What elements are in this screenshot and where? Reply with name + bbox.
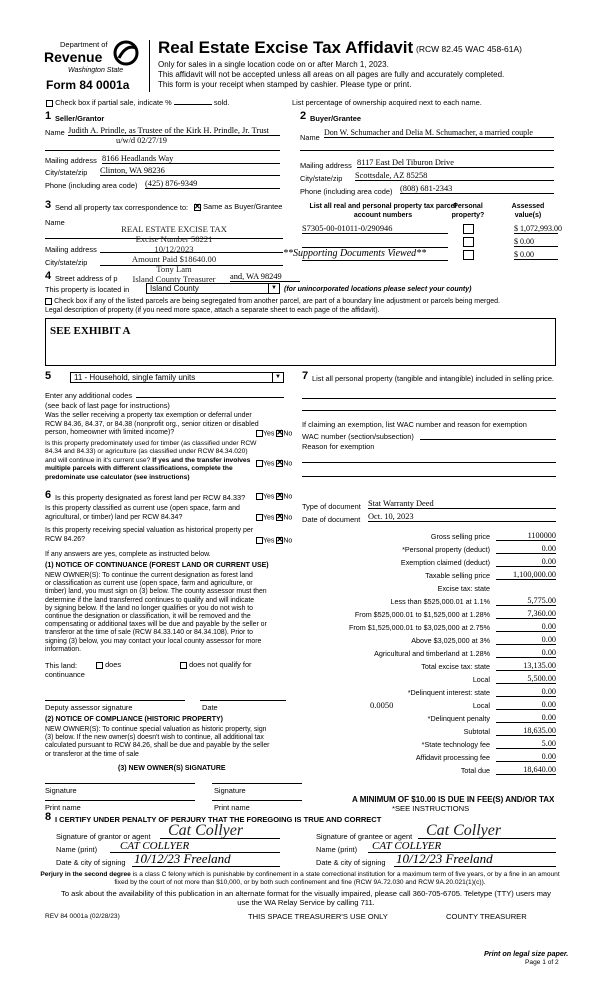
sec5-q1-answers [256,430,292,437]
calc-label: *State technology fee [421,740,490,749]
calc-row [300,686,556,699]
codes-label: Enter any additional codes [45,391,133,400]
parcel-field-2[interactable] [302,247,448,248]
sec3-text: Send all property tax correspondence to: [55,203,189,212]
calc-label: *Delinquent interest: state [407,688,490,697]
continuance-label: continuance [45,670,85,679]
calc-label: Affidavit processing fee [415,753,490,762]
calc-label: Subtotal [463,727,490,736]
personal-col-header: Personal property? [451,203,485,219]
logo-dept: Department of [60,40,108,49]
calc-row [300,660,556,673]
land-label: This land: [45,661,78,670]
sec6-q1-answers [256,493,292,500]
q1-no-label: No [283,430,293,438]
calc-row [300,582,556,595]
reason-label: Reason for exemption [302,442,375,451]
calc-row [300,634,556,647]
local-rate: 0.0050 [370,700,394,710]
accessibility-note: To ask about the availability of this publication in an alternate format for the visually impaired, please call 360-705-6705. Teletype (TTY) users may use the WA Relay Service by calling 711. [61,889,551,907]
sec5-num: 5 [45,370,52,382]
form-rcw: (RCW 82.45 WAC 458-61A) [416,44,522,54]
does-label: does [105,660,122,669]
calc-row [300,556,556,569]
header-line1: Only for sales in a single location code on or after March 1, 2023. [158,60,389,69]
seller-title: Seller/Grantor [55,114,105,123]
grantee-sig-label: Signature of grantee or agent [316,832,413,841]
seller-city-field[interactable]: Clinton, WA 98236 [100,166,280,176]
docdate-field[interactable]: Oct. 10, 2023 [368,512,556,522]
page-number: Page 1 of 2 [525,959,559,966]
n1f: continue the designation or classification, it will be removed and the [45,613,251,621]
sec5-q2a: Is this property predominately used for timber (as classified under RCW 84.34 and 84.33) or agriculture (as classified under RCW 84.34.020) and will continue in it's current use? [45,440,257,464]
calc-label: *Personal property (deduct) [402,545,490,554]
q2-no-checkbox[interactable] [276,460,283,467]
owner-print-label-2: Print name [214,803,250,812]
calc-label: Less than $525,000.01 at 1.1% [390,597,490,606]
calc-value[interactable]: 7,360.00 [496,609,556,619]
n1g: compensating or additional taxes will be due and payable by the seller or [45,621,267,629]
sec6-ifany: If any answers are yes, complete as instructed below. [45,551,211,558]
assessed-value-2[interactable]: $ 0.00 [514,237,558,247]
calc-row [300,647,556,660]
sec3-city-label: City/state/zip [45,258,88,267]
sec3-mail-label: Mailing address [45,245,97,254]
chevron-down-icon: ▼ [268,284,279,293]
s6q2-no: No [283,514,293,522]
s6q3-yes-checkbox[interactable] [256,537,263,544]
sec5-q2-answers [256,460,292,467]
supporting-docs-stamp: **Supporting Documents Viewed** [283,248,427,259]
seller-phone-label: Phone (including area code) [45,181,138,190]
grantee-date-label: Date & city of signing [316,858,386,867]
calc-label: From $525,000.01 to $1,525,000 at 1.28% [354,610,490,619]
seller-name-label: Name [45,128,65,137]
sec5-q2 [45,440,259,482]
n1i: signing (3) below, you may contact your local county assessor for more [45,637,262,645]
sec3-same-row [194,202,282,211]
form-title: Real Estate Excise Tax Affidavit [158,38,414,57]
q2-yes-checkbox[interactable] [256,460,263,467]
calc-row [300,751,556,764]
grantee-name-value: CAT COLLYER [372,840,442,852]
grantor-signature: Cat Collyer [168,822,244,839]
grantor-sig-label: Signature of grantor or agent [56,832,151,841]
legal-label: Legal description of property (if you need more space, attach a separate sheet to each page of the affidavit). [45,307,380,314]
buyer-name-label: Name [300,133,320,142]
calc-value[interactable]: 5.00 [496,739,556,749]
grantor-name-label: Name (print) [56,845,98,854]
land-use-value: 11 - Household, single family units [74,373,196,382]
land-use-select[interactable] [70,372,284,383]
calc-row [300,738,556,751]
reason-line-1[interactable] [302,462,556,463]
owner-sig-label-1: Signature [45,786,77,795]
personal-line-1[interactable] [302,398,556,399]
calc-row [300,764,556,777]
segregated-row [45,296,500,305]
legal-description-box[interactable] [45,318,556,366]
calc-label: Total excise tax: state [421,662,490,671]
logo-state: Washington State [68,67,124,74]
s6q1-no: No [283,493,293,501]
street-label: Street address of p [55,274,118,283]
s6q2-yes: Yes [263,514,275,522]
partial-sale-checkbox[interactable] [46,100,53,107]
buyer-phone-label: Phone (including area code) [300,187,393,196]
partial-sale-row [46,98,229,107]
sec8-text: I CERTIFY UNDER PENALTY OF PERJURY THAT THE FOREGOING IS TRUE AND CORRECT [55,815,382,824]
sec7-num: 7 [302,370,309,382]
header-line3: This form is your receipt when stamped by cashier. Please type or print. [158,80,412,89]
calc-value[interactable]: 0.00 [496,557,556,567]
s6q3-yes: Yes [263,537,275,545]
q1-yes-label: Yes [263,430,275,438]
stamp-l4: Amount Paid $18640.00 [131,254,217,264]
grantee-date-value: 10/12/23 Freeland [396,851,493,866]
owner-sig-line-1[interactable] [45,783,195,784]
n1j: information. [45,645,82,653]
n2b: (3) below. If the new owner(s) doesn't wish to continue, all additional tax [45,734,264,742]
deputy-date-line[interactable] [200,700,286,701]
owner-sig-label-2: Signature [214,786,246,795]
stamp-l5: Tony Lam [156,264,192,274]
calc-value[interactable]: 1100000 [496,531,556,541]
personal-checkbox-2[interactable] [463,237,474,247]
n2d: or transferor at the time of sale [45,750,139,758]
n1e: by signing below. If the land no longer qualifies or you do not wish to [45,604,254,612]
q1-no-checkbox[interactable] [276,430,283,437]
deputy-sig-line[interactable] [45,700,185,701]
wac-label: WAC number (section/subsection) [302,432,414,441]
calc-value[interactable]: 0.00 [496,713,556,723]
stamp-l2: Excise Number 58221 [135,234,213,244]
sec7-text: List all personal property (tangible and intangible) included in selling price. [312,374,554,383]
personal-checkbox-1[interactable] [463,224,474,234]
calc-value[interactable]: 5,500.00 [496,674,556,684]
seller-name-field[interactable]: Judith A. Prindle, as Trustee of the Kirk H. Prindle, Jr. Trust [68,126,280,136]
treasurer-stamp [104,224,244,284]
s6q3-no: No [283,537,293,545]
same-as-buyer-label: Same as Buyer/Grantee [203,202,283,211]
assessed-value-1[interactable]: $ 1,072,993.00 [514,224,562,233]
doesnot-row [180,660,252,669]
n1d: determine if the land transferred continues to qualify and will indicate [45,596,255,604]
parcel-field-3[interactable] [302,260,448,261]
rev-number: REV 84 0001a (02/28/23) [45,913,120,920]
buyer-phone-field[interactable]: (808) 681-2343 [400,184,554,194]
sec8-num: 8 [45,811,52,823]
sec3-num: 3 [45,199,52,211]
calc-row [300,595,556,608]
parcel-col-header: List all real and personal property tax parcel account numbers [309,203,457,219]
calc-label: Excise tax: state [437,584,490,593]
partial-sale-label: Check box if partial sale, indicate % [55,98,172,107]
buyer-title: Buyer/Grantee [310,114,361,123]
exempt-label: If claiming an exemption, list WAC number and reason for exemption [302,420,527,429]
owner-sig-line-2[interactable] [212,783,302,784]
q1-yes-checkbox[interactable] [256,430,263,437]
buyer-mail-field[interactable]: 8117 East Del Tiburon Drive [357,158,554,168]
calc-label: Gross selling price [430,532,490,541]
n1a: NEW OWNER(S): To continue the current designation as forest land [45,572,253,579]
seller-city-label: City/state/zip [45,168,88,177]
calc-value[interactable]: 0.00 [496,635,556,645]
grantee-signature: Cat Collyer [426,822,502,839]
calc-row [300,673,556,686]
deputy-date-label: Date [202,703,218,712]
does-row [96,660,121,669]
s6q1-no-checkbox[interactable] [276,493,283,500]
sec6-q1: Is this property designated as forest land per RCW 84.33? [55,493,246,502]
s6q2-no-checkbox[interactable] [276,514,283,521]
treasurer-only: THIS SPACE TREASURER'S USE ONLY [248,912,388,921]
calc-label: *Delinquent penalty [427,714,490,723]
reason-line-2[interactable] [302,476,556,477]
calc-value[interactable]: 0.00 [496,687,556,697]
logo-swirl-icon [110,40,142,66]
parcel-field-1[interactable]: S7305-00-01011-0/290946 [302,224,448,234]
n1b: or classification as current use (open space, farm and agriculture, or [45,580,253,588]
segregated-checkbox[interactable] [45,298,52,305]
calc-row [300,621,556,634]
sec6-q3-answers [256,537,292,544]
street-field-rest[interactable]: and, WA 98249 [230,272,300,282]
calc-value[interactable]: 1,100,000.00 [496,570,556,580]
grantor-date-label: Date & city of signing [56,858,126,867]
notice1-body [45,572,267,654]
sec5-q2b: If yes and the transfer involves multiple parcels with different classifications, complete the predominate use calculator (see instructions) [45,456,251,481]
calc-row [300,530,556,543]
perjury-bold: Perjury in the second degree [40,871,131,878]
perjury-note [36,871,564,887]
docdate-label: Date of document [302,515,361,524]
header-divider [149,40,150,92]
n2c: calculated pursuant to RCW 84.26, shall be due and payable by the seller [45,742,270,750]
grantee-name-label: Name (print) [316,845,358,854]
codes-help: (see back of last page for instructions) [45,401,170,410]
calc-value[interactable]: 5,775.00 [496,596,556,606]
assessed-col-header: Assessed value(s) [511,203,545,219]
s6q1-yes-checkbox[interactable] [256,493,263,500]
partial-sold: sold. [213,98,230,107]
notice2-body [45,726,269,759]
form-number: Form 84 0001a [46,78,130,92]
calc-value[interactable]: 0.00 [496,700,556,710]
calc-label: From $1,525,000.01 to $3,025,000 at 2.75% [348,623,490,632]
seller-mail-field[interactable]: 8166 Headlands Way [102,154,280,164]
does-checkbox[interactable] [96,662,103,669]
notice2-title: (2) NOTICE OF COMPLIANCE (HISTORIC PROPERTY) [45,716,223,723]
sec5-q1: Was the seller receiving a property tax exemption or deferral under RCW 84.36, 84.37, or 84.38 (nonprofit org., senior citizen or disabled person, homeowner with limited income)? [45,412,259,437]
calc-row [300,608,556,621]
sec6-num: 6 [45,489,52,501]
calc-label: Exemption claimed (deduct) [400,558,490,567]
stamp-l6: Island County Treasurer [132,274,216,284]
wac-field[interactable] [420,439,556,440]
owner-print-line-1[interactable] [45,800,195,801]
chevron-down-icon: ▼ [272,373,283,382]
q2-yes-label: Yes [263,460,275,468]
calc-value[interactable]: 0.00 [496,544,556,554]
county-select[interactable] [146,283,280,294]
legal-size-note: Print on legal size paper. [484,949,569,958]
calc-row [300,699,556,712]
doesnot-label: does not qualify for [189,660,252,669]
owner-print-label-1: Print name [45,803,81,812]
n2a: NEW OWNER(S): To continue special valuation as historic property, sign [45,726,267,733]
county-treasurer: COUNTY TREASURER [446,912,527,921]
calc-row [300,725,556,738]
sec6-q2-answers [256,514,292,521]
assessed-value-3[interactable]: $ 0.00 [514,250,558,260]
buyer-city-label: City/state/zip [300,174,343,183]
calc-label: Local [472,675,490,684]
grantor-name-value: CAT COLLYER [120,840,190,852]
doctype-label: Type of document [302,502,361,511]
sec6-q3: Is this property receiving special valuation as historical property per RCW 84.26? [45,527,254,543]
calc-row [300,543,556,556]
dor-logo [40,40,144,96]
seller-name-line2: u/w/d 02/27/19 [116,136,167,145]
seller-mail-label: Mailing address [45,156,97,165]
calc-value[interactable]: 18,635.00 [496,726,556,736]
buyer-city-field[interactable]: Scottsdale, AZ 85258 [355,171,554,181]
deputy-label: Deputy assessor signature [45,703,133,712]
n1c: timber) land, you must sign on (3) below. The county assessor must then [45,588,267,596]
minimum-note: A MINIMUM OF $10.00 IS DUE IN FEE(S) AND/OR TAX [352,795,555,804]
calc-label: Total due [460,766,490,775]
calc-label: Above $3,025,000 at 3% [411,636,490,645]
seller-phone-field[interactable]: (425) 876-9349 [145,179,280,189]
county-note: (for unincorporated locations please select your county) [284,286,472,293]
sec4-num: 4 [45,270,52,282]
s6q3-no-checkbox[interactable] [276,537,283,544]
calc-label: Agricultural and timberland at 1.28% [374,649,490,658]
n1h: transferor at the time of sale (RCW 84.33.140 or 84.34.108). Prior to [45,629,253,637]
stamp-l3: 10/12/2023 [154,244,194,254]
doctype-field[interactable]: Stat Warranty Deed [368,499,556,509]
buyer-num: 2 [300,110,307,122]
owner-print-line-2[interactable] [212,800,302,801]
calc-value[interactable]: 13,135.00 [496,661,556,671]
county-label: This property is located in [45,285,130,294]
calc-value[interactable]: 0.00 [496,752,556,762]
calc-row [300,712,556,725]
doesnot-checkbox[interactable] [180,662,187,669]
see-instructions: *SEE INSTRUCTIONS [392,804,470,813]
calc-label: Taxable selling price [425,571,490,580]
ownership-note: List percentage of ownership acquired next to each name. [292,98,482,107]
calc-value[interactable]: 18,640.00 [496,765,556,775]
county-select-value: Island County [150,284,199,293]
seller-name-extra-line [45,150,280,151]
s6q2-yes-checkbox[interactable] [256,514,263,521]
q2-no-label: No [283,460,293,468]
perjury-text: is a class C felony which is punishable by confinement in a state correctional institution for a maximum term of five years, or by a fine in an amount fixed by the court of not more than $10,000, or by both such confinement and fine (RCW 9A.72.030 and RCW 9A.20.021(1)(c)). [114,871,560,886]
personal-line-2[interactable] [302,410,556,411]
segregated-label: Check box if any of the listed parcels are being segregated from another parcel, are part of a boundary line adjustment or parcels being merged. [54,298,500,305]
codes-field[interactable] [136,397,284,398]
buyer-name-extra-line [300,150,554,151]
notice3-title: (3) NEW OWNER(S) SIGNATURE [118,765,226,772]
same-as-buyer-checkbox[interactable] [194,204,201,211]
notice1-title: (1) NOTICE OF CONTINUANCE (FOREST LAND OR CURRENT USE) [45,562,269,569]
calc-value[interactable]: 0.00 [496,648,556,658]
s6q1-yes: Yes [263,493,275,501]
buyer-name-field[interactable]: Don W. Schumacher and Delia M. Schumacher, a married couple [324,128,554,138]
header-line2: This affidavit will not be accepted unless all areas on all pages are fully and accurately completed. [158,70,505,79]
personal-checkbox-3[interactable] [463,250,474,260]
logo-revenue: Revenue [44,49,103,65]
seller-num: 1 [45,110,52,122]
sec6-q2: Is this property classified as current use (open space, farm and agricultural, or timber) land per RCW 84.34? [45,505,240,521]
partial-pct-field[interactable] [174,104,212,105]
calc-value[interactable]: 0.00 [496,622,556,632]
grantor-date-value: 10/12/23 Freeland [134,851,231,866]
stamp-l1: REAL ESTATE EXCISE TAX [121,224,227,234]
sec3-name-label: Name [45,218,65,227]
buyer-mail-label: Mailing address [300,161,352,170]
calc-label: Local [472,701,490,710]
calc-row [300,569,556,582]
legal-exhibit: SEE EXHIBIT A [50,325,131,337]
